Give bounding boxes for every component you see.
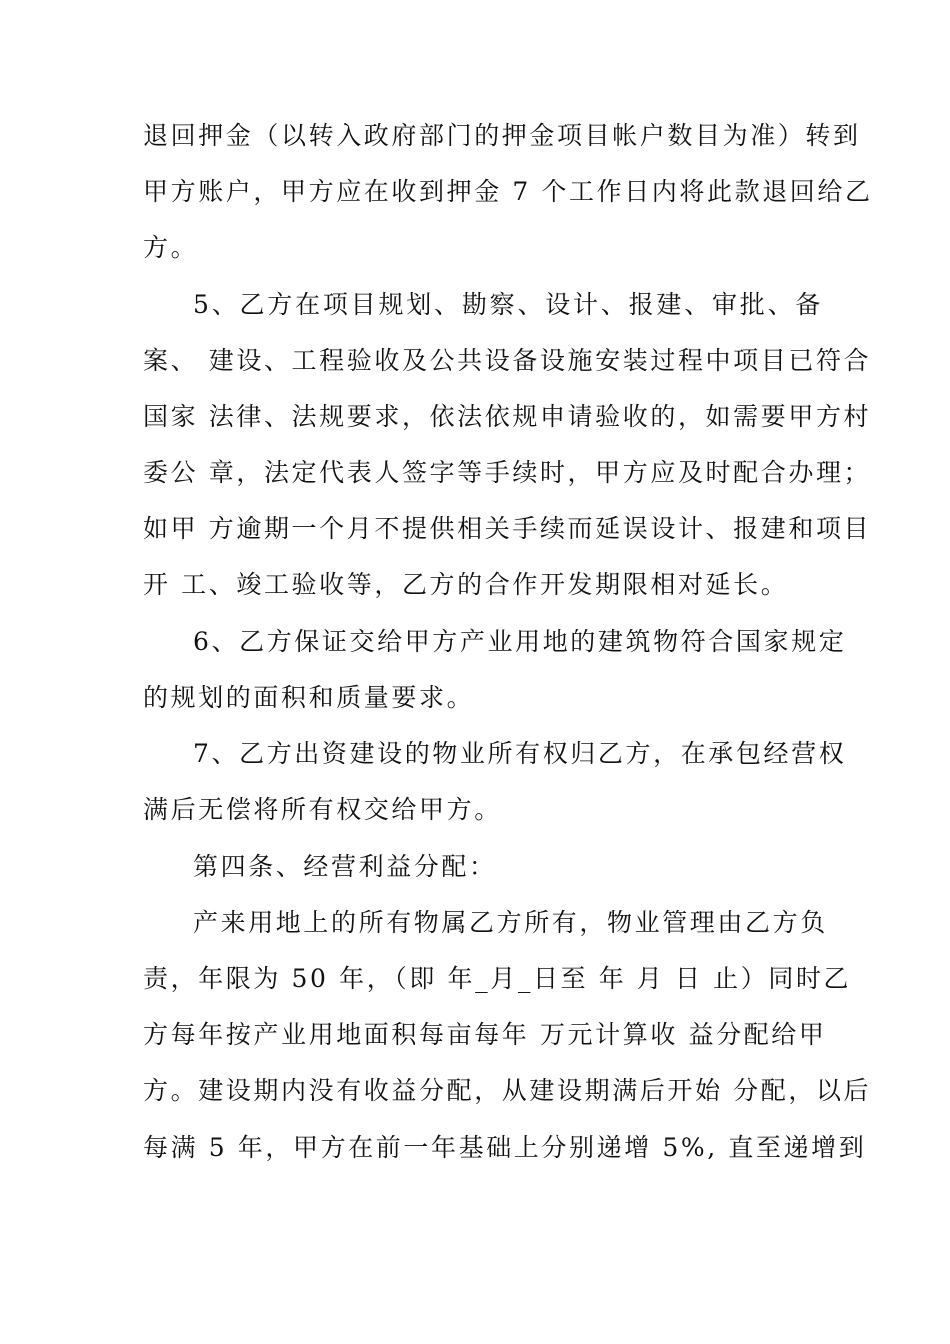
text-line: 方每年按产业用地面积每亩每年 万元计算收 益分配给甲 — [143, 1020, 827, 1049]
text-line: 甲方账户，甲方应在收到押金 7 个工作日内将此款退回给乙 — [143, 177, 873, 206]
text-line: 产来用地上的所有物属乙方所有，物业管理由乙方负 — [193, 908, 828, 937]
text-line: 满后无偿将所有权交给甲方。 — [143, 795, 502, 824]
text-line: 责，年限为 50 年，（即 年_月_日至 年 月 日 止）同时乙 — [143, 964, 852, 993]
text-line: 7、乙方出资建设的物业所有权归乙方，在承包经营权 — [193, 739, 847, 768]
text-line: 6、乙方保证交给甲方产业用地的建筑物符合国家规定 — [193, 627, 847, 656]
text-line: 开 工、竣工验收等，乙方的合作开发期限相对延长。 — [143, 570, 789, 599]
text-line: 方。 — [143, 233, 199, 262]
text-line: 委公 章，法定代表人签字等手续时，甲方应及时配合办理； — [143, 458, 872, 487]
text-line: 国家 法律、法规要求，依法依规申请验收的，如需要甲方村 — [143, 402, 872, 431]
text-line: 案、 建设、工程验收及公共设备设施安装过程中项目已符合 — [143, 346, 872, 375]
text-line: 如甲 方逾期一个月不提供相关手续而延误设计、报建和项目 — [143, 514, 872, 543]
text-line: 5、乙方在项目规划、勘察、设计、报建、审批、备 — [193, 290, 823, 319]
text-line: 的规划的面积和质量要求。 — [143, 683, 475, 712]
text-line: 方。建设期内没有收益分配，从建设期满后开始 分配，以后 — [143, 1076, 872, 1105]
text-line: 每满 5 年，甲方在前一年基础上分别递增 5%, 直至递增到 — [143, 1133, 867, 1162]
section-heading: 第四条、经营利益分配： — [193, 852, 497, 881]
text-line: 退回押金（以转入政府部门的押金项目帐户数目为准）转到 — [143, 121, 861, 150]
